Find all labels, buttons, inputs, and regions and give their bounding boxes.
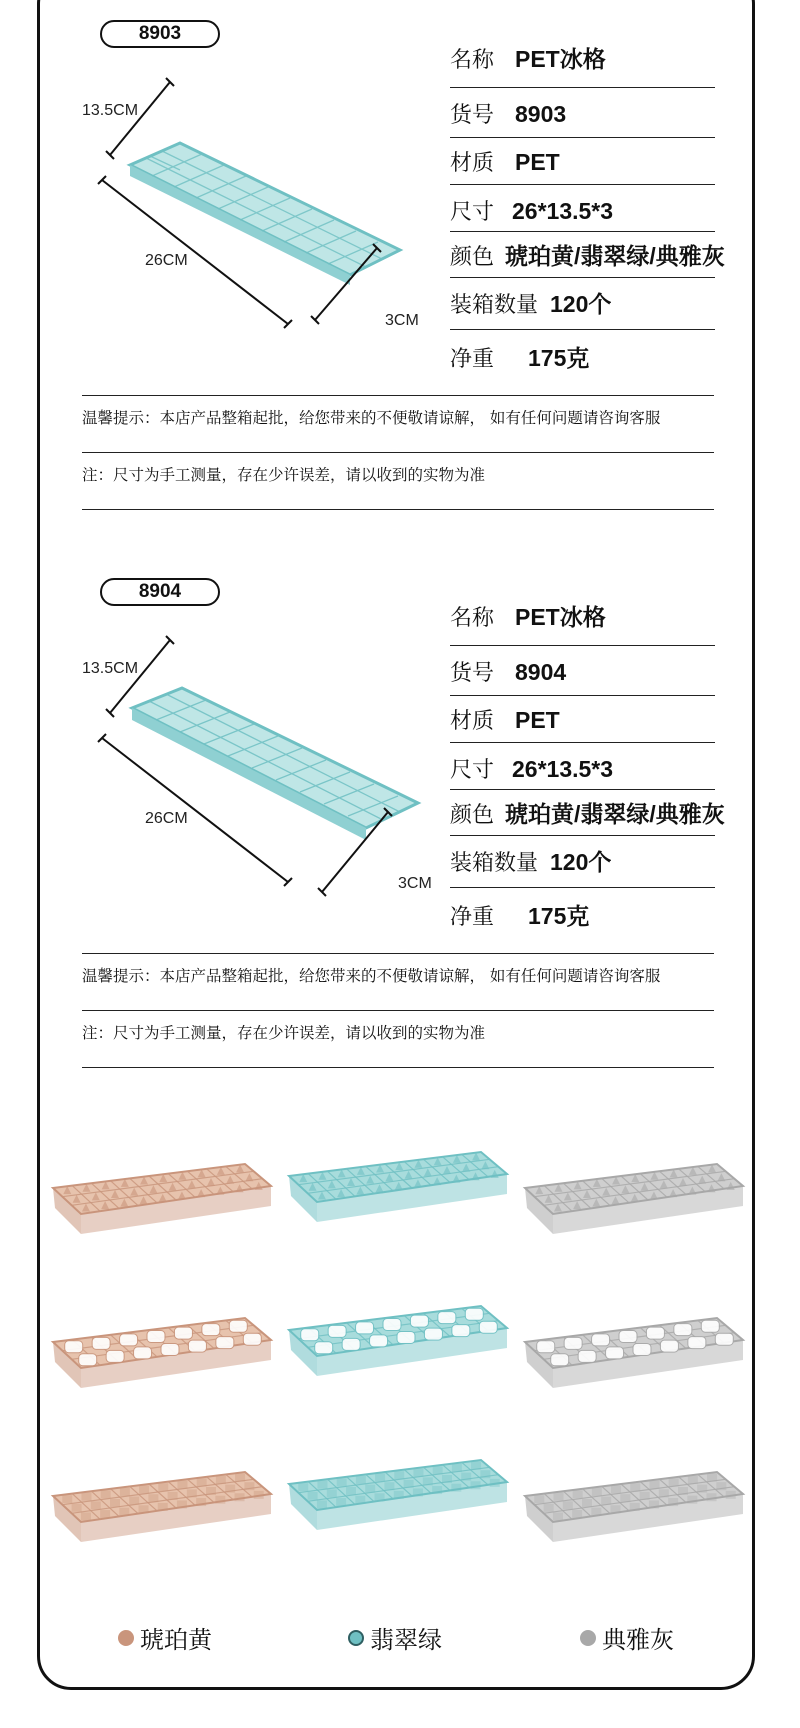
measurement-notice: 注：尺寸为手工测量，存在少许误差，请以收到的实物为准	[82, 1011, 714, 1068]
emerald-swatch-icon	[348, 1630, 364, 1646]
spec-row-name: 名称 PET冰格	[450, 593, 715, 646]
spec-row-weight: 净重 175克	[450, 903, 590, 930]
notes-block	[82, 953, 714, 1068]
height-dimension-label: 3CM	[398, 875, 432, 892]
spec-row-material: 材质 PET	[450, 138, 715, 185]
ice-cube-tray-icon	[281, 1136, 511, 1246]
spec-row-size: 尺寸 26*13.5*3	[450, 743, 715, 790]
length-dimension-label: 26CM	[145, 810, 188, 827]
measurement-notice: 注：尺寸为手工测量，存在少许误差，请以收到的实物为准	[82, 453, 714, 510]
spec-row-name: 名称 PET冰格	[450, 35, 715, 88]
color-legend	[0, 1620, 800, 1660]
spec-row-qty: 装箱数量 120个	[450, 278, 715, 330]
ice-cube-tray-icon	[517, 1148, 747, 1258]
length-dimension-label: 26CM	[145, 252, 188, 269]
spec-row-color: 颜色 琥珀黄/翡翠绿/典雅灰	[450, 790, 715, 836]
spec-row-size: 尺寸 26*13.5*3	[450, 185, 715, 232]
legend-amber	[118, 1620, 212, 1655]
height-dimension-label: 3CM	[385, 312, 419, 329]
wholesale-notice: 温馨提示：本店产品整箱起批，给您带来的不便敬请谅解， 如有任何问题请咨询客服	[82, 395, 714, 453]
product-code-badge: 8904	[100, 578, 220, 606]
product-code-badge: 8903	[100, 20, 220, 48]
spec-row-code: 货号 8904	[450, 646, 715, 696]
spec-table	[450, 35, 725, 385]
ice-cube-tray-icon	[281, 1290, 511, 1400]
legend-amber-label: 琥珀黄	[140, 1626, 212, 1654]
legend-gray	[580, 1620, 674, 1655]
product-section-8903	[0, 20, 800, 570]
ice-cube-tray-icon	[281, 1444, 511, 1554]
spec-table	[450, 593, 725, 943]
ice-tray-dimension-illustration	[70, 628, 450, 948]
ice-cube-tray-icon	[517, 1456, 747, 1566]
spec-row-weight: 净重 175克	[450, 345, 590, 372]
legend-emerald-label: 翡翠绿	[370, 1626, 442, 1654]
width-dimension-label: 13.5CM	[82, 102, 139, 119]
color-variant-gallery	[45, 1148, 755, 1608]
spec-row-code: 货号 8903	[450, 88, 715, 138]
gray-swatch-icon	[580, 1630, 596, 1646]
spec-row-color: 颜色 琥珀黄/翡翠绿/典雅灰	[450, 232, 715, 278]
amber-swatch-icon	[118, 1630, 134, 1646]
legend-gray-label: 典雅灰	[602, 1626, 674, 1654]
spec-row-qty: 装箱数量 120个	[450, 836, 715, 888]
notes-block	[82, 395, 714, 510]
ice-tray-dimension-illustration	[70, 70, 450, 390]
ice-cube-tray-icon	[45, 1456, 275, 1566]
wholesale-notice: 温馨提示：本店产品整箱起批，给您带来的不便敬请谅解， 如有任何问题请咨询客服	[82, 953, 714, 1011]
ice-cube-tray-icon	[517, 1302, 747, 1412]
legend-emerald	[348, 1620, 442, 1655]
product-section-8904	[0, 578, 800, 1128]
ice-cube-tray-icon	[45, 1302, 275, 1412]
spec-row-material: 材质 PET	[450, 696, 715, 743]
ice-cube-tray-icon	[45, 1148, 275, 1258]
width-dimension-label: 13.5CM	[82, 660, 139, 677]
